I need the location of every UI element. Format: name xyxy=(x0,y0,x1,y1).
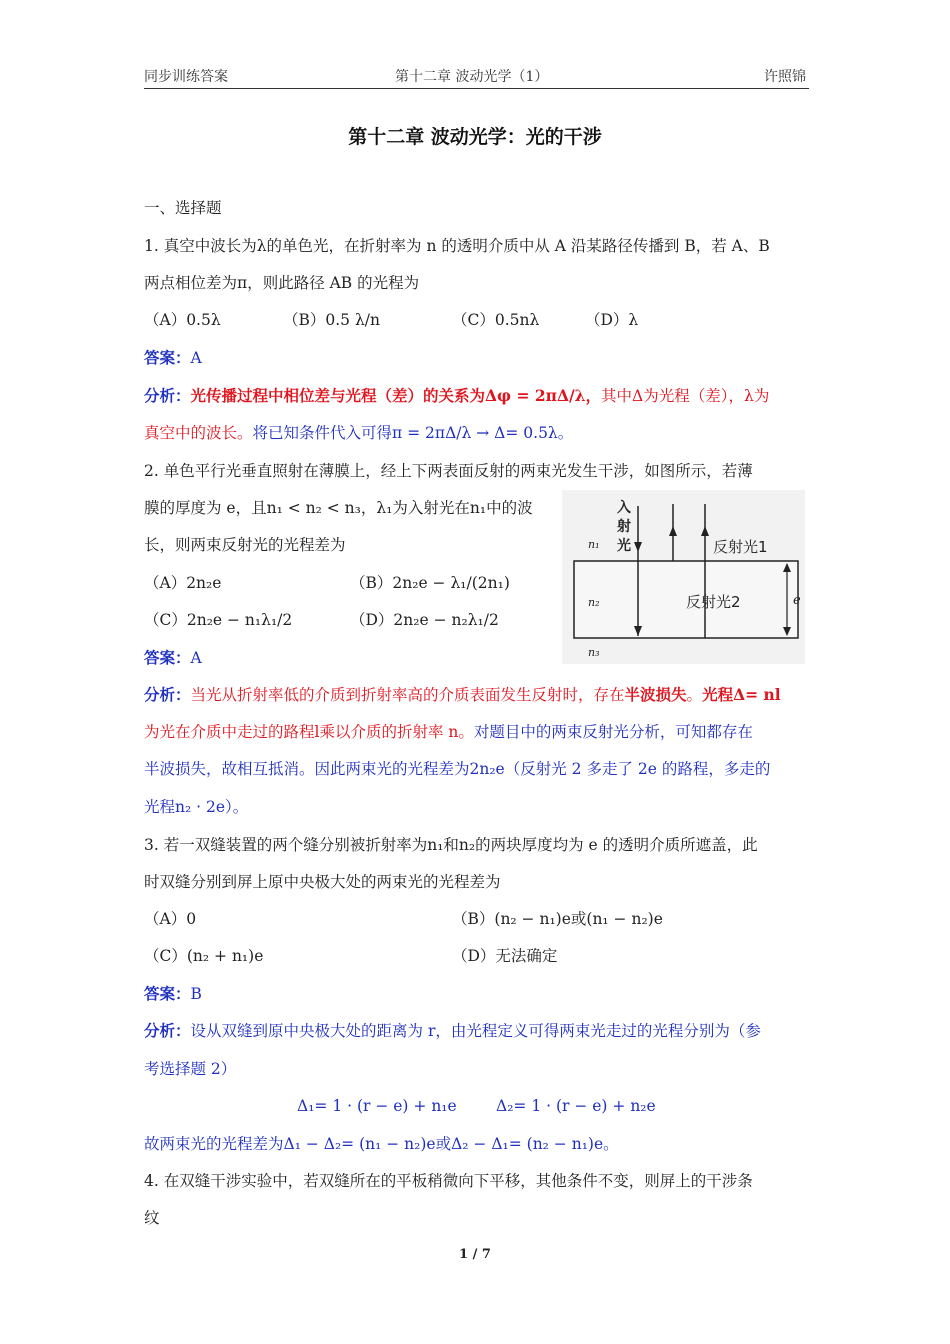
q1-option-d: （D）λ xyxy=(585,311,639,329)
analysis-text: 当光从折射率低的介质到折射率高的介质表面发生反射时，存在 xyxy=(190,686,625,704)
answer-value: A xyxy=(190,649,202,667)
answer-value: A xyxy=(190,349,202,367)
analysis-label: 分析： xyxy=(144,1021,191,1040)
header-right: 许照锦 xyxy=(764,69,806,85)
q2-option-c: （C）2n₂e − n₁λ₁/2 xyxy=(144,611,293,629)
q3-analysis-line2: 考选择题 2） xyxy=(144,1060,237,1078)
header-center: 第十二章 波动光学（1） xyxy=(395,69,549,85)
page-title: 第十二章 波动光学：光的干涉 xyxy=(348,126,602,148)
n1-label: n₁ xyxy=(588,538,600,551)
reflected-label-2: 反射光2 xyxy=(686,593,741,611)
q2-stem-line3: 长，则两束反射光的光程差为 xyxy=(144,536,346,554)
answer-label: 答案： xyxy=(144,984,191,1003)
analysis-label: 分析： xyxy=(144,685,191,704)
q2-analysis-line1 xyxy=(144,684,781,706)
analysis-text: 将已知条件代入可得π = 2πΔ/λ → Δ= 0.5λ。 xyxy=(252,424,574,442)
analysis-keyword: 半波损失 xyxy=(624,685,687,704)
answer-label: 答案： xyxy=(144,348,191,367)
analysis-text: 。 xyxy=(686,686,703,704)
section-heading: 一、选择题 xyxy=(144,199,222,217)
q2-option-d: （D）2n₂e − n₂λ₁/2 xyxy=(350,611,499,629)
q2-stem-line2: 膜的厚度为 e，且n₁ < n₂ < n₃，λ₁为入射光在n₁中的波 xyxy=(144,499,533,517)
header-left: 同步训练答案 xyxy=(144,69,228,85)
n2-label: n₂ xyxy=(588,596,600,609)
q3-stem-line1: 3. 若一双缝装置的两个缝分别被折射率为n₁和n₂的两块厚度均为 e 的透明介质所遮盖，此 xyxy=(144,836,758,854)
q1-analysis-line1 xyxy=(144,385,769,407)
q1-option-b: （B）0.5 λ/n xyxy=(283,311,380,329)
analysis-text: 对题目中的两束反射光分析，可知都存在 xyxy=(473,723,753,741)
q3-equation-2: Δ₂= 1 · (r − e) + n₂e xyxy=(496,1097,656,1115)
q2-option-b: （B）2n₂e − λ₁/(2n₁) xyxy=(350,574,510,592)
incident-label-1: 入 xyxy=(617,500,631,516)
q2-stem-line1: 2. 单色平行光垂直照射在薄膜上，经上下两表面反射的两束光发生干涉，如图所示，若薄 xyxy=(144,462,753,480)
q1-option-c: （C）0.5nλ xyxy=(452,311,540,329)
q1-analysis-line2 xyxy=(144,422,573,444)
q3-analysis-line1 xyxy=(144,1020,761,1042)
incident-label-3: 光 xyxy=(617,538,631,554)
q3-option-c: （C）(n₂ + n₁)e xyxy=(144,947,264,965)
q3-analysis-line3: 故两束光的光程差为Δ₁ − Δ₂= (n₁ − n₂)e或Δ₂ − Δ₁= (n₂ − n₁)e。 xyxy=(144,1135,619,1153)
q2-analysis-line2 xyxy=(144,721,753,743)
page-number: 1 / 7 xyxy=(459,1247,491,1262)
analysis-formula: 光传播过程中相位差与光程（差）的关系为Δφ = 2πΔ/λ， xyxy=(190,386,602,405)
answer-value: B xyxy=(190,985,202,1003)
answer-label: 答案： xyxy=(144,648,191,667)
q2-analysis-line3: 半波损失，故相互抵消。因此两束光的光程差为2n₂e（反射光 2 多走了 2e 的路程，多走的 xyxy=(144,760,771,778)
analysis-text: 其中Δ为光程（差），λ为 xyxy=(601,387,770,405)
analysis-label: 分析： xyxy=(144,386,191,405)
q3-stem-line2: 时双缝分别到屏上原中央极大处的两束光的光程差为 xyxy=(144,873,501,891)
analysis-text: 设从双缝到原中央极大处的距离为 r，由光程定义可得两束光走过的光程分别为（参 xyxy=(190,1022,761,1040)
q4-stem-line1: 4. 在双缝干涉实验中，若双缝所在的平板稍微向下平移，其他条件不变，则屏上的干涉条 xyxy=(144,1172,753,1190)
q3-option-a: （A）0 xyxy=(144,910,197,928)
q4-stem-line2: 纹 xyxy=(144,1209,160,1227)
q1-option-a: （A）0.5λ xyxy=(144,311,221,329)
q3-equation-1: Δ₁= 1 · (r − e) + n₁e xyxy=(297,1097,457,1115)
header-rule xyxy=(144,88,809,89)
q3-option-d: （D）无法确定 xyxy=(452,947,558,965)
q2-analysis-line4: 光程n₂ · 2e）。 xyxy=(144,798,249,816)
analysis-keyword: 光程Δ= nl xyxy=(702,685,781,704)
analysis-text: 真空中的波长。 xyxy=(144,424,253,442)
q2-answer xyxy=(144,647,202,669)
e-label: e xyxy=(793,593,801,608)
thin-film-diagram xyxy=(562,490,805,664)
q1-stem-line2: 两点相位差为π，则此路径 AB 的光程为 xyxy=(144,274,420,292)
q2-option-a: （A）2n₂e xyxy=(144,574,222,592)
n3-label: n₃ xyxy=(588,646,600,659)
q3-option-b: （B）(n₂ − n₁)e或(n₁ − n₂)e xyxy=(452,910,663,928)
q1-answer xyxy=(144,347,202,369)
reflected-label-1: 反射光1 xyxy=(713,538,768,556)
incident-label-2: 射 xyxy=(617,519,631,535)
q3-answer xyxy=(144,983,202,1005)
q1-stem-line1: 1. 真空中波长为λ的单色光，在折射率为 n 的透明介质中从 A 沿某路径传播到 B，若 A、B xyxy=(144,237,770,255)
analysis-text: 为光在介质中走过的路程l乘以介质的折射率 n。 xyxy=(144,723,474,741)
